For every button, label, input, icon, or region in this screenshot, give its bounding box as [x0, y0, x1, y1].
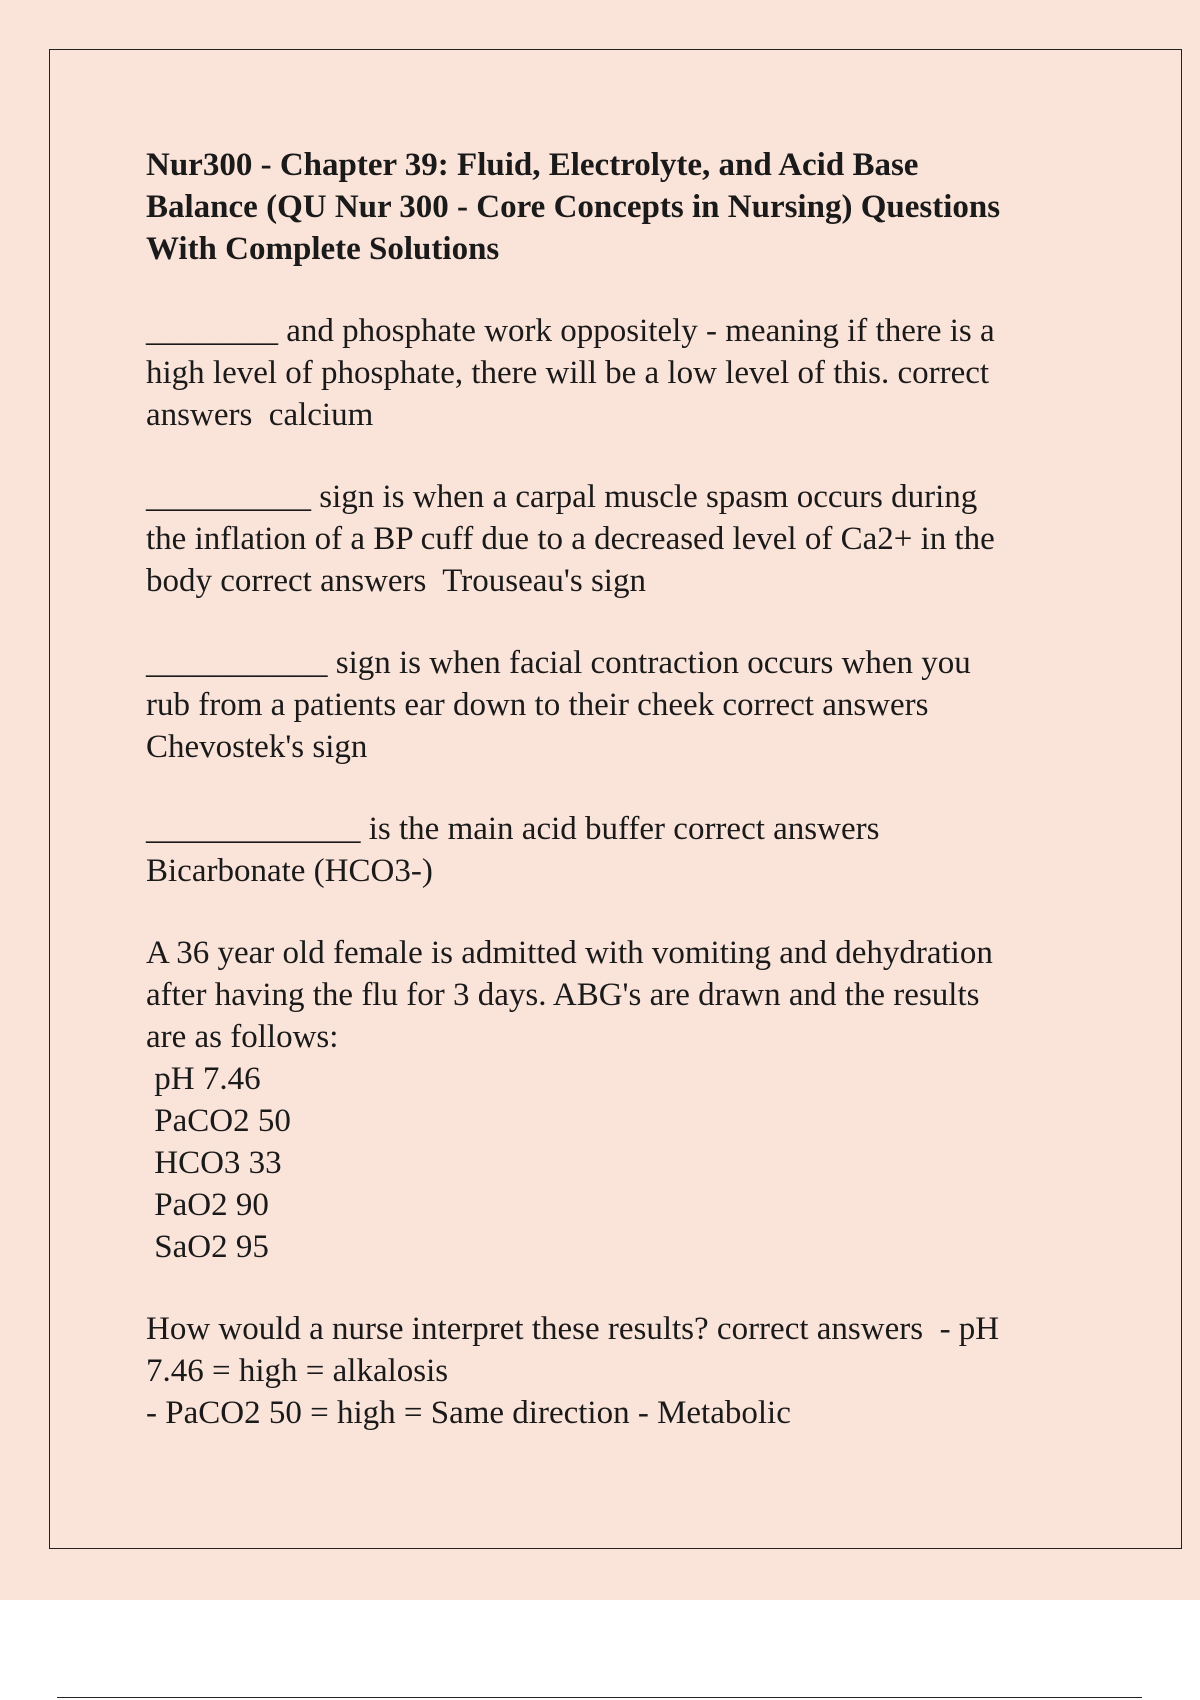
document-title — [146, 144, 1096, 270]
question-line: How would a nurse interpret these results? correct answers - pH — [146, 1311, 1000, 1347]
answer-line: body correct answers Trouseau's sign — [146, 563, 646, 599]
question-line: high level of phosphate, there will be a low level of this. correct — [146, 355, 990, 391]
answer-line: Chevostek's sign — [146, 729, 368, 765]
abg-value-line: pH 7.46 — [146, 1061, 261, 1097]
answer-line: 7.46 = high = alkalosis — [146, 1353, 449, 1389]
title-line: With Complete Solutions — [146, 231, 500, 267]
answer-line: - PaCO2 50 = high = Same direction - Metabolic — [146, 1395, 791, 1431]
question-line: are as follows: — [146, 1019, 339, 1055]
question-line: __________ sign is when a carpal muscle spasm occurs during — [146, 479, 978, 515]
question-line: _____________ is the main acid buffer correct answers — [146, 811, 880, 847]
question-line: after having the flu for 3 days. ABG's are drawn and the results — [146, 977, 980, 1013]
question-line: A 36 year old female is admitted with vomiting and dehydration — [146, 935, 993, 971]
title-line: Nur300 - Chapter 39: Fluid, Electrolyte, and Acid Base — [146, 147, 919, 183]
abg-value-line: PaCO2 50 — [146, 1103, 291, 1139]
question-line: ________ and phosphate work oppositely - meaning if there is a — [146, 313, 995, 349]
question-block — [146, 476, 1096, 602]
answer-line: Bicarbonate (HCO3-) — [146, 853, 433, 889]
question-line: ___________ sign is when facial contraction occurs when you — [146, 645, 971, 681]
abg-value-line: SaO2 95 — [146, 1229, 269, 1265]
question-line: the inflation of a BP cuff due to a decreased level of Ca2+ in the — [146, 521, 995, 557]
question-block — [146, 808, 1096, 892]
bottom-divider — [57, 1697, 1142, 1698]
question-block — [146, 932, 1096, 1268]
question-line: rub from a patients ear down to their cheek correct answers — [146, 687, 929, 723]
answer-line: answers calcium — [146, 397, 374, 433]
question-block — [146, 1308, 1096, 1434]
abg-value-line: PaO2 90 — [146, 1187, 269, 1223]
abg-value-line: HCO3 33 — [146, 1145, 282, 1181]
title-line: Balance (QU Nur 300 - Core Concepts in Nursing) Questions — [146, 189, 1001, 225]
question-block — [146, 642, 1096, 768]
document-body — [146, 144, 1096, 1474]
question-block — [146, 310, 1096, 436]
